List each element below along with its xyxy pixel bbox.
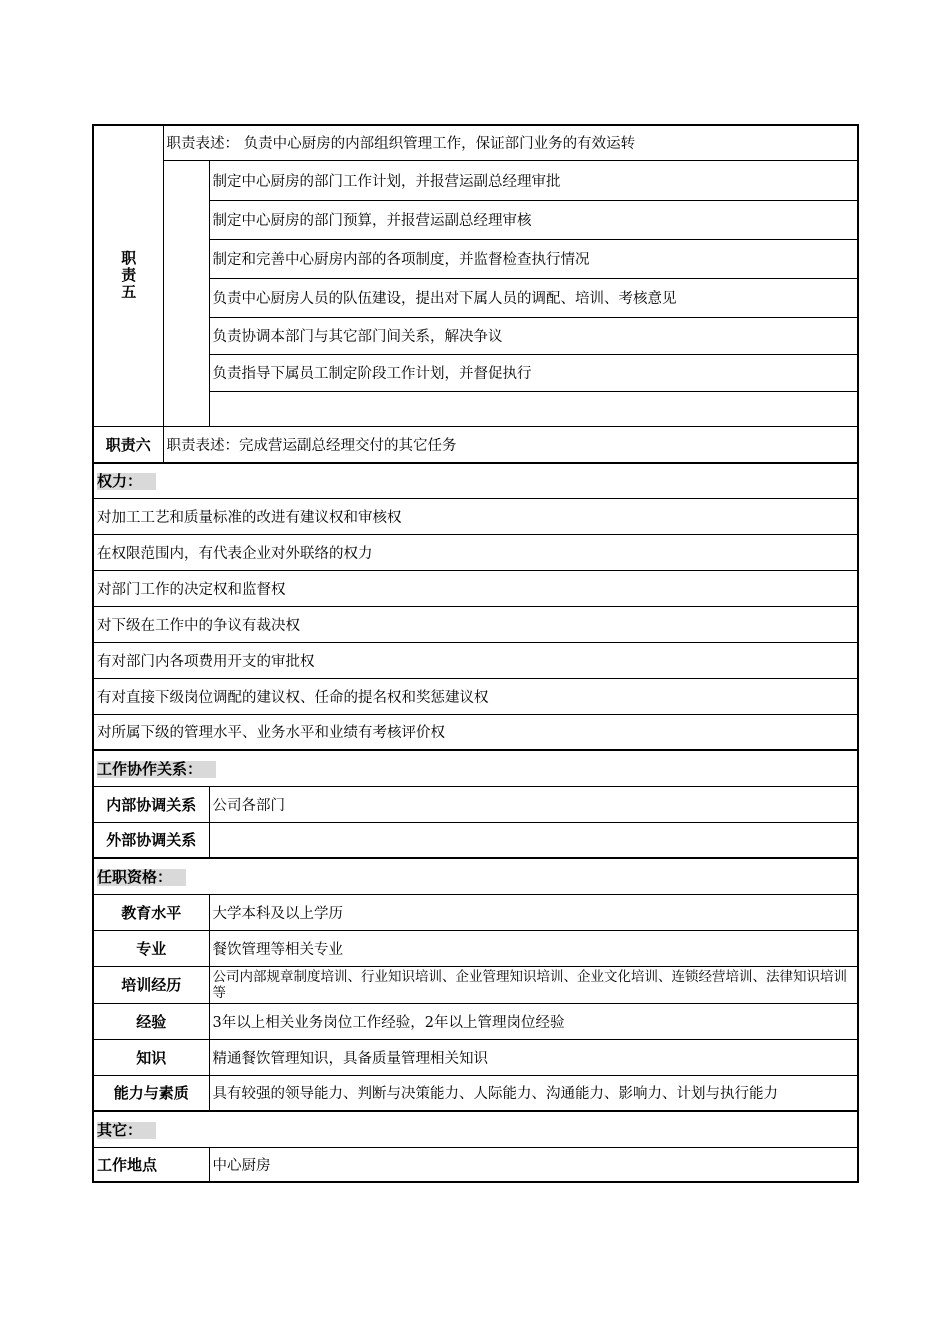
work-location-value: 中心厨房: [209, 1147, 858, 1182]
job-description-sheet: [92, 124, 859, 1183]
duty6-description: 职责表述：完成营运副总经理交付的其它任务: [163, 426, 858, 463]
qualification-value: 餐饮管理等相关专业: [209, 930, 858, 966]
duty5-description: 职责表述： 负责中心厨房的内部组织管理工作，保证部门业务的有效运转: [163, 125, 858, 160]
qualification-label: 能力与素质: [93, 1075, 209, 1111]
qualification-label: 经验: [93, 1003, 209, 1039]
duty5-task: 负责中心厨房人员的队伍建设，提出对下属人员的调配、培训、考核意见: [209, 278, 858, 317]
qualification-value: 大学本科及以上学历: [209, 894, 858, 930]
authority-item: 对下级在工作中的争议有裁决权: [93, 606, 858, 642]
other-table: [92, 1110, 859, 1183]
duty5-task: 制定中心厨房的部门预算，并报营运副总经理审核: [209, 200, 858, 239]
qualification-label: 培训经历: [93, 966, 209, 1003]
authority-item: 对所属下级的管理水平、业务水平和业绩有考核评价权: [93, 714, 858, 750]
authority-item: 有对部门内各项费用开支的审批权: [93, 642, 858, 678]
external-relations-value: [209, 822, 858, 858]
duty5-spacer: [163, 160, 209, 426]
duty5-label: 职责五: [93, 125, 163, 426]
authority-heading: 权力：: [93, 463, 858, 498]
work-location-label: 工作地点: [93, 1147, 209, 1182]
other-heading: 其它：: [93, 1111, 858, 1147]
authority-item: 对部门工作的决定权和监督权: [93, 570, 858, 606]
internal-relations-value: 公司各部门: [209, 786, 858, 822]
duty5-task: 负责指导下属员工制定阶段工作计划，并督促执行: [209, 354, 858, 391]
qualifications-table: [92, 857, 859, 1112]
qualification-label: 知识: [93, 1039, 209, 1075]
duty5-task: 制定中心厨房的部门工作计划，并报营运副总经理审批: [209, 160, 858, 200]
relations-heading: 工作协作关系：: [93, 750, 858, 786]
authority-item: 有对直接下级岗位调配的建议权、任命的提名权和奖惩建议权: [93, 678, 858, 714]
qualification-label: 教育水平: [93, 894, 209, 930]
duty6-label: 职责六: [93, 426, 163, 463]
duty5-task: 制定和完善中心厨房内部的各项制度，并监督检查执行情况: [209, 239, 858, 278]
duty5-task: 负责协调本部门与其它部门间关系，解决争议: [209, 317, 858, 354]
authority-item: 对加工工艺和质量标准的改进有建议权和审核权: [93, 498, 858, 534]
authority-item: 在权限范围内，有代表企业对外联络的权力: [93, 534, 858, 570]
duties-table: [92, 124, 859, 464]
qualifications-heading: 任职资格：: [93, 858, 858, 894]
qualification-value: 具有较强的领导能力、判断与决策能力、人际能力、沟通能力、影响力、计划与执行能力: [209, 1075, 858, 1111]
duty5-task: [209, 391, 858, 426]
internal-relations-label: 内部协调关系: [93, 786, 209, 822]
qualification-label: 专业: [93, 930, 209, 966]
external-relations-label: 外部协调关系: [93, 822, 209, 858]
authority-table: [92, 462, 859, 751]
relations-table: [92, 749, 859, 859]
qualification-value: 3年以上相关业务岗位工作经验，2年以上管理岗位经验: [209, 1003, 858, 1039]
qualification-value: 精通餐饮管理知识，具备质量管理相关知识: [209, 1039, 858, 1075]
qualification-value: 公司内部规章制度培训、行业知识培训、企业管理知识培训、企业文化培训、连锁经营培训、法律知识培训等: [209, 966, 858, 1003]
